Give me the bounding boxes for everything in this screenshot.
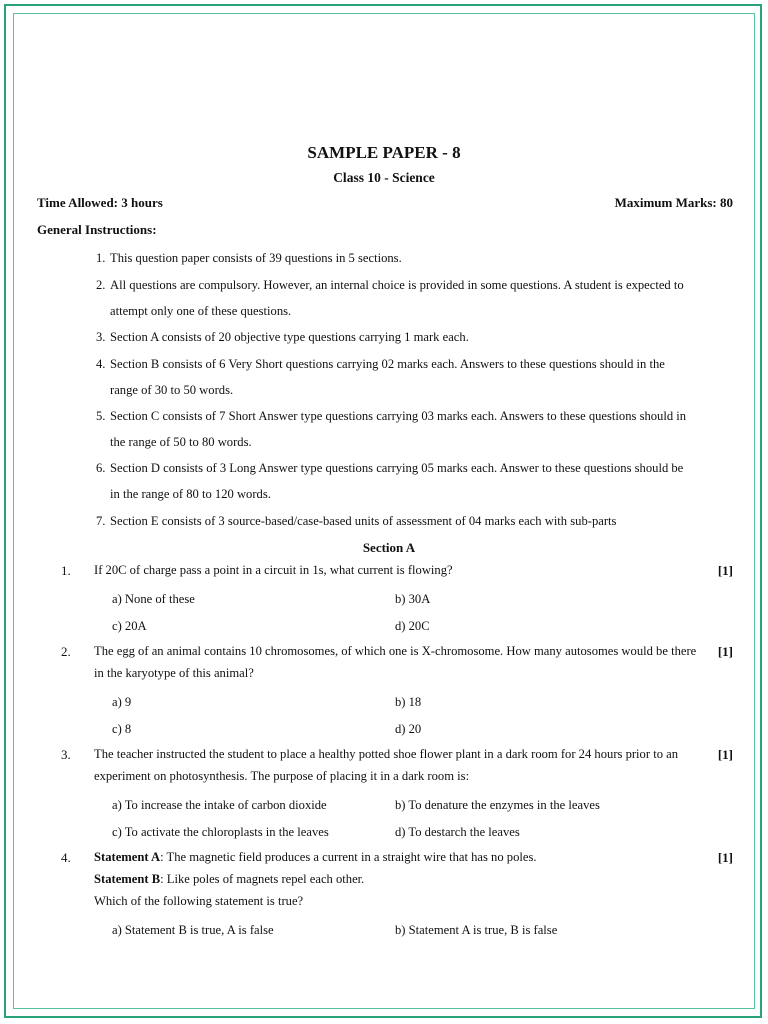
paper-subtitle: Class 10 - Science xyxy=(333,170,435,185)
question-number: 1. xyxy=(61,563,71,578)
question-text: The teacher instructed the student to place a healthy potted shoe flower plant in a dark room for 24 hours prior to an experiment on photosynthesis. The purpose of placing it in a dark room is: xyxy=(94,747,679,783)
maximum-marks: Maximum Marks: 80 xyxy=(614,195,733,210)
instruction-item xyxy=(96,508,736,534)
option-b[interactable]: b) To denature the enzymes in the leaves xyxy=(395,798,600,812)
instruction-text-continued: attempt only one of these questions. xyxy=(110,304,292,318)
option-d[interactable]: d) 20 xyxy=(395,722,422,736)
section-heading: Section A xyxy=(362,540,416,555)
instruction-text-continued: the range of 50 to 80 words. xyxy=(110,435,252,449)
instruction-number: 5. xyxy=(96,409,106,423)
option-d[interactable]: d) To destarch the leaves xyxy=(395,825,520,839)
option-b[interactable]: b) 30A xyxy=(395,592,431,606)
option-b[interactable]: b) 18 xyxy=(395,695,422,709)
instruction-text: This question paper consists of 39 questions in 5 sections. xyxy=(110,251,402,265)
option-a[interactable]: a) None of these xyxy=(112,592,195,606)
option-c[interactable]: c) 8 xyxy=(112,722,132,736)
instruction-text: Section B consists of 6 Very Short questions carrying 02 marks each. Answers to these questions should in the xyxy=(110,357,665,371)
statement-a xyxy=(94,846,706,868)
question-marks: [1] xyxy=(717,644,733,659)
option-a[interactable]: a) 9 xyxy=(112,695,132,709)
time-allowed: Time Allowed: 3 hours xyxy=(37,195,163,210)
instruction-text: Section E consists of 3 source-based/case-based units of assessment of 04 marks each with sub-parts xyxy=(110,514,617,528)
option-a[interactable]: a) To increase the intake of carbon dioxide xyxy=(112,798,327,812)
option-b[interactable]: b) Statement A is true, B is false xyxy=(395,923,558,937)
general-instructions-heading: General Instructions: xyxy=(37,222,157,237)
instruction-number: 2. xyxy=(96,278,106,292)
instruction-item xyxy=(96,245,736,271)
option-a[interactable]: a) Statement B is true, A is false xyxy=(112,923,274,937)
option-c[interactable]: c) To activate the chloroplasts in the leaves xyxy=(112,825,329,839)
instruction-number: 7. xyxy=(96,514,106,528)
option-d[interactable]: d) 20C xyxy=(395,619,430,633)
instruction-number: 1. xyxy=(96,251,106,265)
instruction-item xyxy=(96,272,736,324)
instruction-item xyxy=(96,403,736,455)
question-marks: [1] xyxy=(717,850,733,865)
instruction-item xyxy=(96,351,736,403)
instruction-number: 4. xyxy=(96,357,106,371)
instruction-number: 3. xyxy=(96,330,106,344)
question-number: 2. xyxy=(61,644,71,659)
instruction-text: Section C consists of 7 Short Answer type questions carrying 03 marks each. Answers to these questions should in xyxy=(110,409,687,423)
question-number: 4. xyxy=(61,850,71,865)
instruction-text-continued: in the range of 80 to 120 words. xyxy=(110,487,271,501)
question-text: If 20C of charge pass a point in a circuit in 1s, what current is flowing? xyxy=(94,563,453,577)
question-text: Which of the following statement is true? xyxy=(94,894,304,908)
paper-title: SAMPLE PAPER - 8 xyxy=(307,143,461,162)
instruction-number: 6. xyxy=(96,461,106,475)
statement-b-label: Statement B xyxy=(94,872,161,886)
statement-b-text: : Like poles of magnets repel each other. xyxy=(160,872,365,886)
question-text: The egg of an animal contains 10 chromosomes, of which one is X-chromosome. How many autosomes would be there in the karyotype of this animal? xyxy=(94,644,697,680)
statement-a-text: : The magnetic field produces a current in a straight wire that has no poles. xyxy=(160,850,537,864)
question-marks: [1] xyxy=(717,563,733,578)
instruction-text: Section D consists of 3 Long Answer type questions carrying 05 marks each. Answer to these questions should be xyxy=(110,461,684,475)
instruction-text: Section A consists of 20 objective type questions carrying 1 mark each. xyxy=(110,330,469,344)
question-number: 3. xyxy=(61,747,71,762)
option-c[interactable]: c) 20A xyxy=(112,619,147,633)
statement-a-label: Statement A xyxy=(94,850,161,864)
statement-b xyxy=(94,868,706,890)
instruction-text: All questions are compulsory. However, an internal choice is provided in some questions. A student is expected to xyxy=(110,278,684,292)
instruction-item xyxy=(96,324,736,350)
instruction-item xyxy=(96,455,736,507)
instruction-text-continued: range of 30 to 50 words. xyxy=(110,383,234,397)
question-marks: [1] xyxy=(717,747,733,762)
